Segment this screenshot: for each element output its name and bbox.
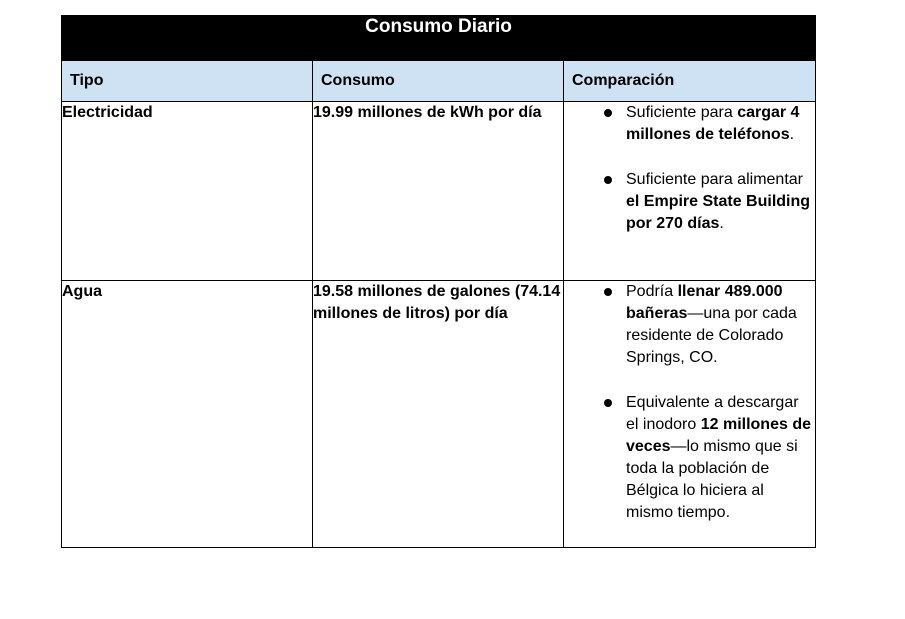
title-row xyxy=(62,16,816,61)
comparison-text: Suficiente para cargar 4 millones de teléfonos. xyxy=(626,104,800,143)
cell-comparacion xyxy=(564,102,816,281)
comparison-text: Podría llenar 489.000 bañeras—una por cada residente de Colorado Springs, CO. xyxy=(626,283,797,366)
cell-consumo: 19.58 millones de galones (74.14 millones de litros) por día xyxy=(313,281,564,548)
comparison-item xyxy=(564,281,815,369)
cell-comparacion xyxy=(564,281,816,548)
comparison-item xyxy=(564,392,815,524)
bullet-icon xyxy=(604,288,612,296)
table-row xyxy=(62,281,816,548)
cell-tipo: Agua xyxy=(62,281,313,548)
comparison-list xyxy=(564,102,815,235)
header-comparacion: Comparación xyxy=(564,61,816,102)
comparison-item xyxy=(564,102,815,146)
table-row xyxy=(62,102,816,281)
comparison-list xyxy=(564,281,815,524)
cell-consumo: 19.99 millones de kWh por día xyxy=(313,102,564,281)
comparison-text: Equivalente a descargar el inodoro 12 millones de veces—lo mismo que si toda la población de Bélgica lo hiciera al mismo tiempo. xyxy=(626,394,811,521)
bullet-icon xyxy=(604,176,612,184)
header-tipo: Tipo xyxy=(62,61,313,102)
cell-tipo: Electricidad xyxy=(62,102,313,281)
consumo-diario-table xyxy=(61,15,816,548)
comparison-item xyxy=(564,169,815,235)
bullet-icon xyxy=(604,399,612,407)
bullet-icon xyxy=(604,109,612,117)
header-row xyxy=(62,61,816,102)
table-title: Consumo Diario xyxy=(62,16,816,61)
header-consumo: Consumo xyxy=(313,61,564,102)
comparison-text: Suficiente para alimentar el Empire State Building por 270 días. xyxy=(626,171,811,232)
